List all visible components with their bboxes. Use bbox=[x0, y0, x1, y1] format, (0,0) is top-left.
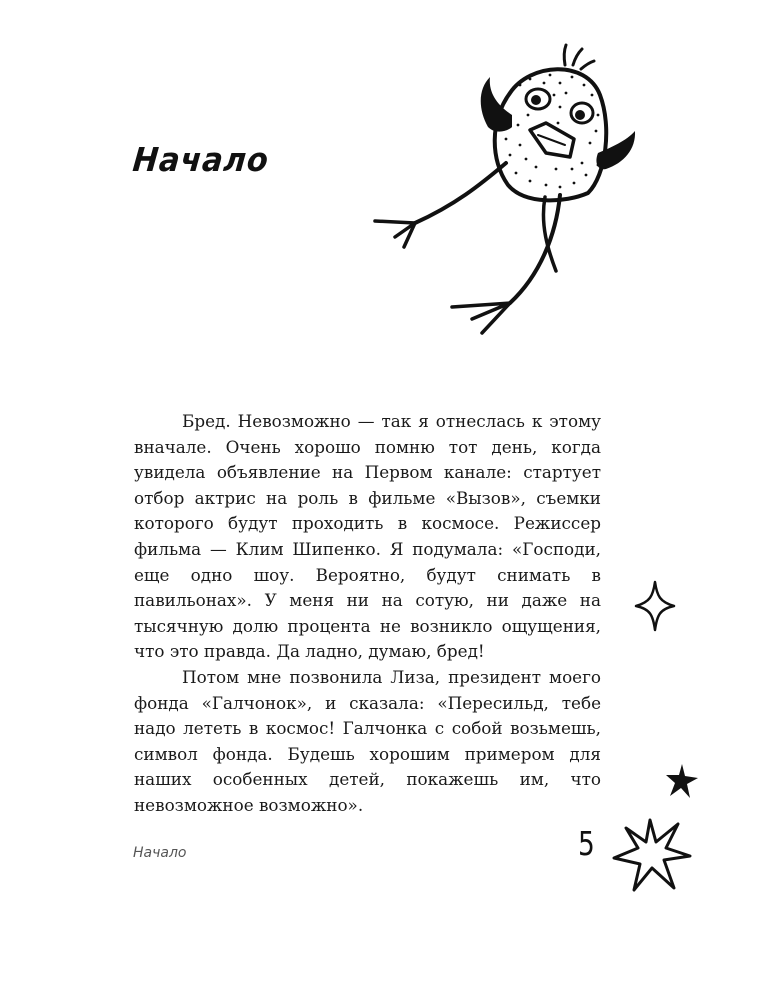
large-star-icon bbox=[612, 816, 692, 892]
four-point-star-icon bbox=[634, 580, 676, 632]
paragraph-2: Потом мне позвонила Лиза, президент моего фонда «Галчонок», и сказала: «Пересильд, тебе надо лететь в космос! Галчонка с собой возьмешь, символ фонда. Будешь хорошим примером для наших особенных детей, покажешь им, что невозможное возможно». bbox=[134, 666, 601, 815]
running-title: Начало bbox=[133, 845, 187, 861]
chapter-title: Начало bbox=[131, 140, 271, 179]
small-star-icon bbox=[664, 762, 700, 800]
body-text bbox=[134, 409, 601, 819]
page-number: 5 bbox=[578, 824, 595, 863]
paragraph-1: Бред. Невозможно — так я отнеслась к этому вначале. Очень хорошо помню тот день, когда увидела объявление на Первом канале: стартует отбор актрис на роль в фильме «Вызов», съемки которого будут проходить в космосе. Режиссер фильма — Клим Шипенко. Я подумала: «Господи, еще одно шоу. Вероятно, будут снимать в павильонах». У меня ни на сотую, ни даже на тысячную долю процента не возникло ощущения, что это правда. Да ладно, думаю, бред! bbox=[134, 411, 601, 662]
galchonok-bird-illustration bbox=[360, 35, 650, 345]
